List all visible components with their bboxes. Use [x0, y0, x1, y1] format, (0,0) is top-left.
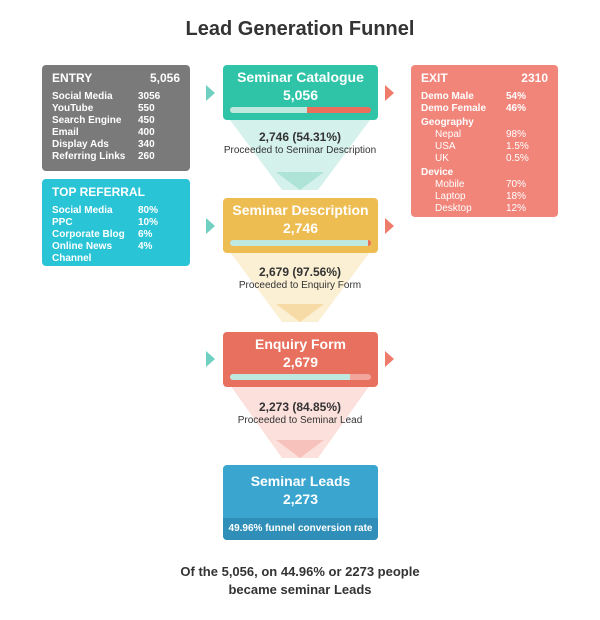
entry-row-label: Display Ads: [52, 139, 109, 150]
referral-row-value: 80%: [138, 205, 159, 216]
stage-progress-fill: [230, 107, 307, 113]
device-heading: Device: [421, 167, 454, 178]
transition-desc: Proceeded to Enquiry Form: [238, 280, 362, 291]
entry-row-value: 400: [138, 127, 155, 138]
entry-row-label: Email: [52, 127, 79, 138]
device-value: 70%: [506, 179, 527, 190]
entry-row-value: 340: [138, 139, 155, 150]
geography-heading: Geography: [421, 117, 474, 128]
stage-seminar-leads: [223, 465, 378, 540]
stage-value: 2,273: [282, 491, 319, 507]
transition-desc: Proceeded to Seminar Lead: [237, 415, 363, 426]
device-label: Laptop: [435, 191, 466, 202]
stage-seminar-catalogue: [223, 65, 378, 120]
device-label: Mobile: [435, 179, 465, 190]
arrow-out-1: [385, 85, 394, 101]
entry-row-label: Referring Links: [52, 151, 126, 162]
transition-desc: Proceeded to Seminar Description: [223, 145, 377, 156]
arrow-in-1: [206, 85, 215, 101]
exit-demo-value: 46%: [506, 103, 527, 114]
stage-value: 5,056: [282, 87, 319, 103]
arrow-out-3: [385, 351, 394, 367]
stage-name: Seminar Description: [232, 202, 369, 218]
arrow-in-2: [206, 218, 215, 234]
geography-value: 1.5%: [506, 141, 529, 152]
device-value: 12%: [506, 203, 527, 214]
stage-progress-fill: [230, 240, 368, 246]
arrow-in-3: [206, 351, 215, 367]
referral-row-label: PPC: [52, 217, 73, 228]
geography-label: Nepal: [435, 129, 462, 140]
referral-row-value: 6%: [138, 229, 153, 240]
entry-row-value: 260: [138, 151, 155, 162]
entry-row-label: Search Engine: [52, 115, 122, 126]
conversion-rate-badge: 49.96% funnel conversion rate: [223, 518, 378, 540]
stage-enquiry-form: [223, 332, 378, 387]
stage-value: 2,746: [282, 220, 319, 236]
exit-demo-label: Demo Male: [421, 91, 474, 102]
summary-text: [0, 563, 600, 599]
entry-row-label: YouTube: [52, 103, 94, 114]
geography-value: 0.5%: [506, 153, 529, 164]
arrow-out-2: [385, 218, 394, 234]
referral-row-label: Online News Channel: [52, 241, 113, 264]
device-value: 18%: [506, 191, 527, 202]
stage-progress-bar: [230, 107, 371, 113]
transition-3: [200, 400, 400, 426]
stage-name: Enquiry Form: [254, 336, 346, 352]
stage-name: Seminar Catalogue: [237, 69, 364, 85]
transition-2: [200, 265, 400, 291]
page-title: Lead Generation Funnel: [185, 18, 415, 40]
summary-line-1: Of the 5,056, on 44.96% or 2273 people: [180, 564, 420, 579]
stage-progress-fill: [230, 374, 350, 380]
geography-label: USA: [435, 141, 456, 152]
referral-row-label: Social Media: [52, 205, 113, 216]
transition-1: [200, 130, 400, 156]
entry-row-label: Social Media: [52, 91, 113, 102]
entry-row-value: 450: [138, 115, 155, 126]
exit-label: EXIT: [421, 71, 448, 85]
entry-row-value: 550: [138, 103, 155, 114]
summary-line-2: became seminar Leads: [228, 582, 372, 597]
exit-demo-value: 54%: [506, 91, 527, 102]
geography-label: UK: [435, 153, 449, 164]
stage-seminar-description: [223, 198, 378, 253]
stage-name: Seminar Leads: [250, 473, 351, 489]
stage-progress-bar: [230, 240, 371, 246]
transition-pct: 2,679 (97.56%): [258, 265, 342, 279]
referral-row-value: 4%: [138, 241, 153, 252]
transition-pct: 2,273 (84.85%): [258, 400, 342, 414]
transition-pct: 2,746 (54.31%): [258, 130, 342, 144]
entry-total: 5,056: [149, 71, 180, 85]
stage-progress-bar: [230, 374, 371, 380]
exit-total: 2310: [521, 71, 548, 85]
referral-row-label: Corporate Blog: [52, 229, 125, 240]
geography-value: 98%: [506, 129, 527, 140]
stage-value: 2,679: [282, 354, 319, 370]
referral-label: TOP REFERRAL: [52, 185, 145, 199]
referral-row-value: 10%: [138, 217, 159, 228]
device-label: Desktop: [435, 203, 472, 214]
entry-row-value: 3056: [138, 91, 161, 102]
entry-label: ENTRY: [52, 71, 93, 85]
exit-demo-label: Demo Female: [421, 103, 487, 114]
